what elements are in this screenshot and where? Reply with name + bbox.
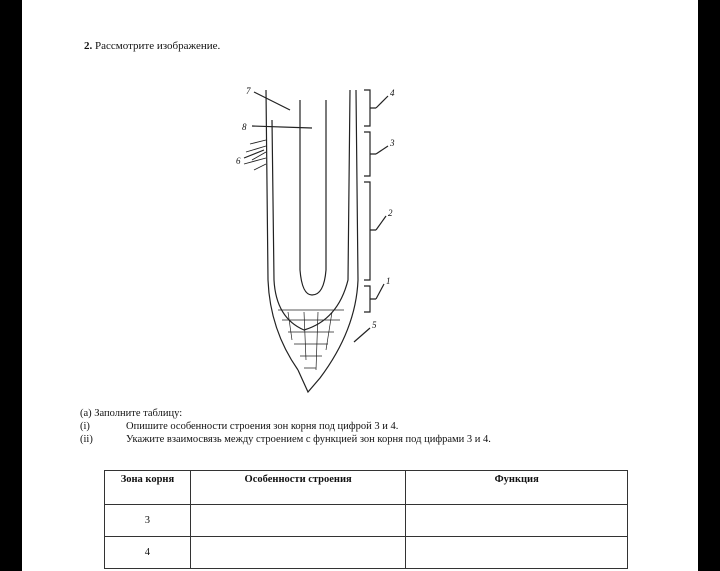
epidermis-line [272,90,350,330]
label-6: 6 [236,156,241,166]
task-item-number: (ii) [80,434,93,445]
label-4: 4 [390,88,395,98]
task-item-number: (i) [80,421,90,432]
zone-brace-1 [364,286,376,312]
root-diagram [208,80,408,400]
question-heading [84,40,220,52]
leader-8 [252,126,312,128]
label-3: 3 [390,138,395,148]
header-structure: Особенности строения [190,471,406,505]
leader-1 [376,284,384,299]
leader-3 [376,146,388,154]
task-intro: (а) Заполните таблицу: [80,408,183,419]
label-2: 2 [388,208,393,218]
task-item-text: Опишите особенности строения зон корня под цифрой 3 и 4. [126,421,399,432]
task-item [80,420,491,433]
label-1: 1 [386,276,391,286]
zone-brace-3 [364,132,376,176]
header-zone: Зона корня [105,471,191,505]
zone-brace-2 [364,182,376,280]
root-outline-left [266,90,298,370]
function-answer-cell[interactable] [406,505,628,537]
task-block [80,407,491,446]
task-item-text: Укажите взаимосвязь между строением с функцией зон корня под цифрами 3 и 4. [126,434,491,445]
answer-table [104,470,628,569]
zone-cell: 3 [105,505,191,537]
table-row [105,505,628,537]
table-header-row [105,471,628,505]
leader-6 [244,150,264,158]
question-number: 2. [84,40,93,52]
structure-answer-cell[interactable] [190,505,406,537]
leader-7 [254,92,290,110]
label-7: 7 [246,86,251,96]
table-row [105,537,628,569]
vascular-cylinder [300,100,326,295]
question-text: Рассмотрите изображение. [95,40,221,52]
leader-2 [376,216,386,230]
worksheet-page [22,0,698,571]
leader-4 [376,96,388,108]
zone-cell: 4 [105,537,191,569]
function-answer-cell[interactable] [406,537,628,569]
task-item [80,433,491,446]
label-5: 5 [372,320,377,330]
root-hairs [244,140,266,170]
leader-5 [354,328,370,342]
header-function: Функция [406,471,628,505]
zone-brace-4 [364,90,376,126]
label-8: 8 [242,122,247,132]
structure-answer-cell[interactable] [190,537,406,569]
